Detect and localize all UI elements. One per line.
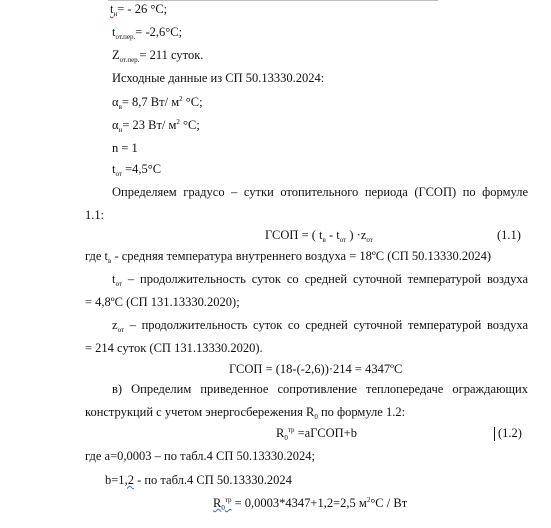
outdoor-temp-line: $t_н= - 26$ °C; [110, 2, 168, 18]
tot-definition-line: $t_{от}$ – продолжительность суток со средней суточной температурой воздуха [112, 272, 528, 288]
source-data-heading: Исходные данные из СП 50.13330.2024: [112, 71, 325, 85]
formula-r0-result: $R_0^{тр} = 0,0003*4347+1,2=2,5$ $м^2^\circ С$ / Вт [213, 496, 408, 512]
formula-gsop-result: ГСОП = (18-(-2,6))·214 = 4347ºС [229, 362, 403, 376]
formula-1-2: $R_0^{тр}$ =aГСОП+b [276, 426, 357, 442]
formula-1-2-number: (1.2) [494, 426, 522, 441]
heating-period-days-line: $Z_{от.пер.}= 211$ суток. [112, 48, 204, 64]
n-coefficient-line: n = 1 [112, 141, 138, 155]
tv-definition-line: где $t_в$ - средняя температура внутреннего воздуха = 18ºС (СП 50.13330.2024) [85, 249, 492, 265]
a-coefficient-line: где a=0,0003 – по табл.4 СП 50.13330.2024; [85, 449, 315, 463]
zot-definition-line: $z_{от}$ – продолжительность суток со средней суточной температурой воздуха [112, 318, 528, 334]
section-v-heading: в) Определим приведенное сопротивление теплопередаче ограждающих [112, 382, 528, 396]
formula-1-1: ГСОП = ( $t_в - t_{от}$ ) $\cdot z_{от}$ [265, 228, 373, 244]
text-cursor [494, 427, 495, 441]
b-coefficient-line: b=1,2 - по табл.4 СП 50.13330.2024 [105, 473, 292, 487]
zot-definition-tail: = 214 суток (СП 131.13330.2020). [85, 341, 263, 355]
gsop-intro-line: Определяем градусо – сутки отопительного периода (ГСОП) по формуле [112, 185, 528, 199]
alpha-outer-line: $\alpha_н= 23$ Вт/ $м^2$ °С; [112, 118, 200, 134]
alpha-inner-line: $\alpha_в= 8,7$ Вт/ $м^2$ °С; [112, 95, 203, 111]
section-v-heading-tail: конструкций с учетом энергосбережения $R_0$ по формуле 1.2: [85, 405, 406, 421]
page-top-rule [108, 0, 438, 1]
t-ot-line: $t_{от} =4,5^\circ С$ [112, 162, 162, 178]
tot-definition-tail: = 4,8ºС (СП 131.13330.2020); [85, 295, 240, 309]
formula-1-1-number: (1.1) [497, 228, 521, 242]
heating-period-temp-line: $t_{от.пер.}= -2,6^\circ C$; [112, 25, 183, 41]
gsop-intro-tail: 1.1: [85, 208, 105, 222]
